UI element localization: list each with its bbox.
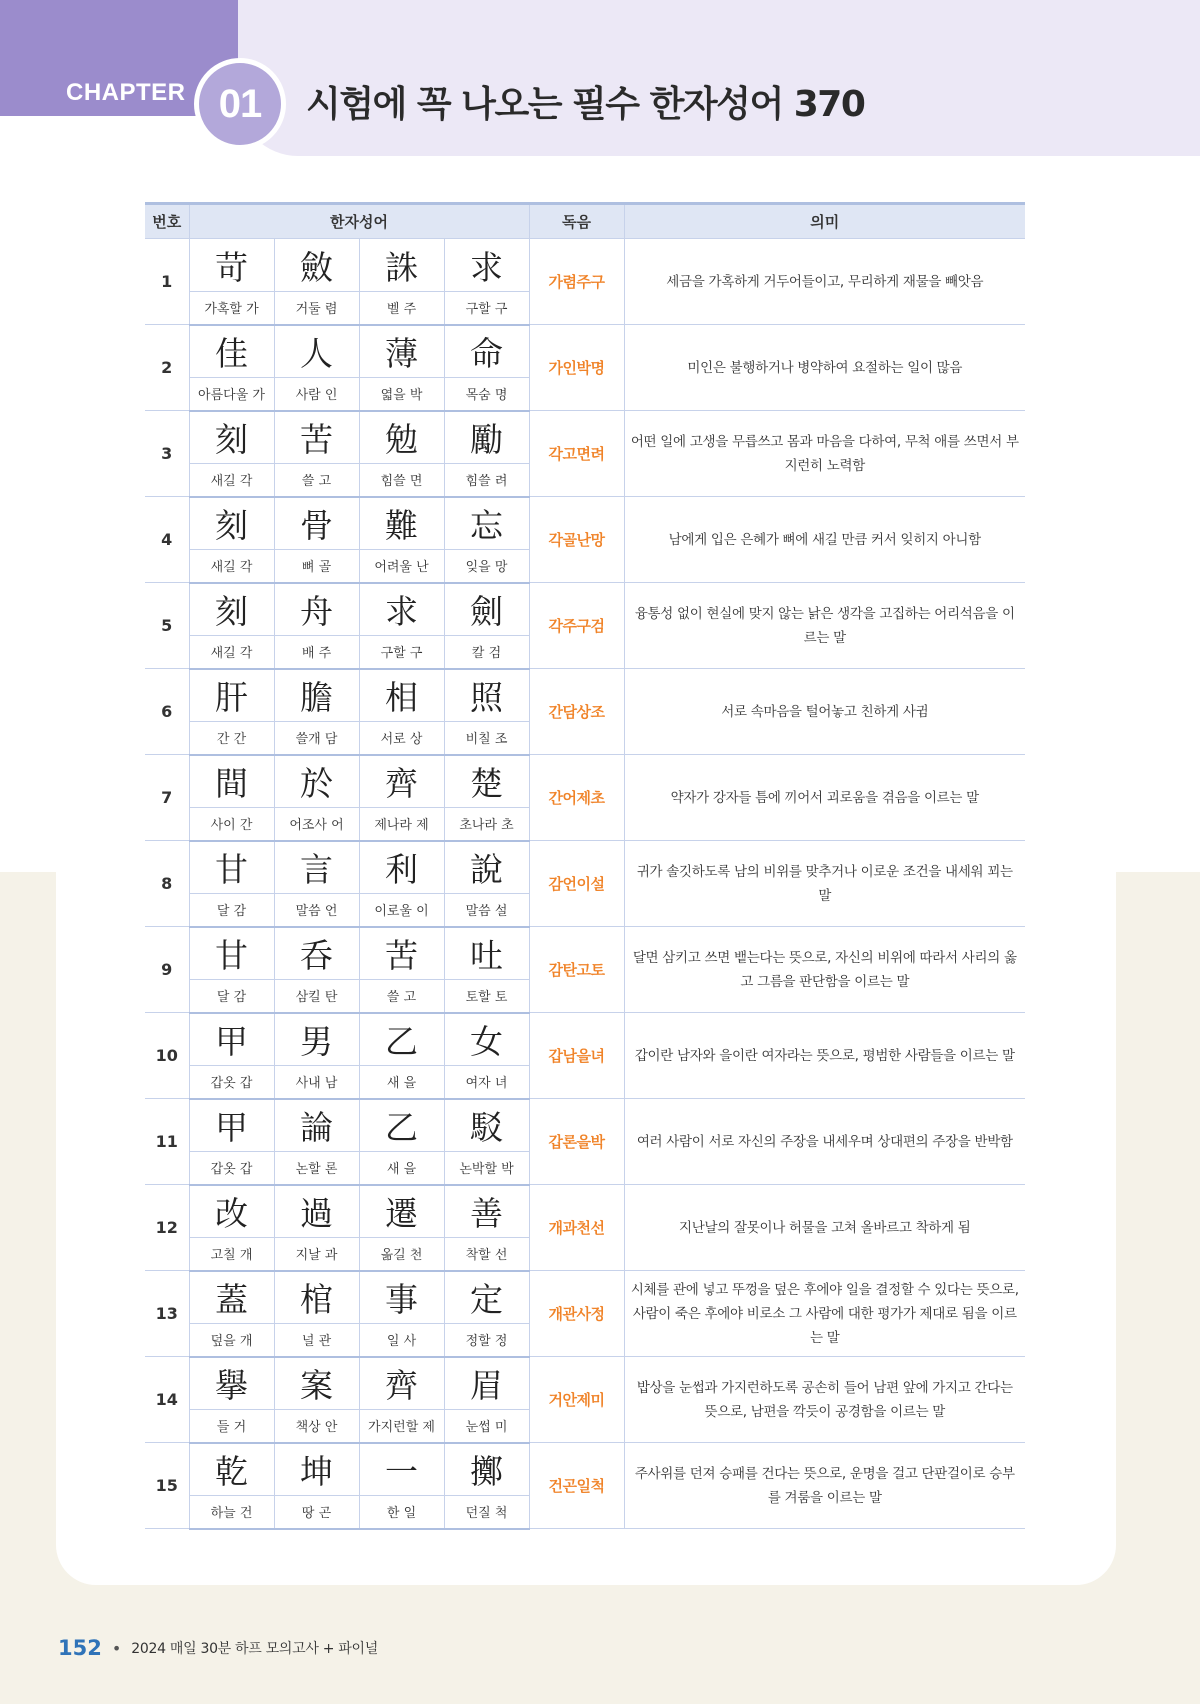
- table-header-row: [145, 204, 1025, 239]
- row-number: 12: [145, 1185, 189, 1271]
- hanja-character: 刻: [189, 411, 274, 464]
- idiom-reading: 거안제미: [529, 1357, 624, 1443]
- hanja-character: 舟: [274, 583, 359, 636]
- idiom-reading: 각주구검: [529, 583, 624, 669]
- hanja-gloss: 어조사 어: [274, 808, 359, 841]
- row-number: 3: [145, 411, 189, 497]
- hanja-gloss: 들 거: [189, 1410, 274, 1443]
- hanja-character: 間: [189, 755, 274, 808]
- hanja-gloss: 새길 각: [189, 464, 274, 497]
- hanja-gloss: 서로 상: [359, 722, 444, 755]
- hanja-character: 照: [444, 669, 529, 722]
- table-row: [145, 841, 1025, 894]
- hanja-gloss: 고칠 개: [189, 1238, 274, 1271]
- idiom-meaning: 미인은 불행하거나 병약하여 요절하는 일이 많음: [624, 325, 1025, 411]
- hanja-character: 利: [359, 841, 444, 894]
- hanja-gloss: 덮을 개: [189, 1324, 274, 1357]
- table-row: [145, 411, 1025, 464]
- hanja-gloss: 벨 주: [359, 292, 444, 325]
- hanja-gloss: 갑옷 갑: [189, 1066, 274, 1099]
- row-number: 8: [145, 841, 189, 927]
- hanja-gloss: 뼈 골: [274, 550, 359, 583]
- hanja-character: 甲: [189, 1013, 274, 1066]
- idiom-meaning: 세금을 가혹하게 거두어들이고, 무리하게 재물을 빼앗음: [624, 239, 1025, 325]
- hanja-character: 甲: [189, 1099, 274, 1152]
- hanja-gloss: 하늘 건: [189, 1496, 274, 1529]
- hanja-character: 人: [274, 325, 359, 378]
- hanja-character: 薄: [359, 325, 444, 378]
- hanja-gloss: 착할 선: [444, 1238, 529, 1271]
- hanja-character: 膽: [274, 669, 359, 722]
- chapter-number: 01: [218, 81, 262, 126]
- hanja-character: 棺: [274, 1271, 359, 1324]
- hanja-gloss: 가혹할 가: [189, 292, 274, 325]
- table-row: [145, 1013, 1025, 1066]
- hanja-gloss: 아름다울 가: [189, 378, 274, 411]
- hanja-gloss: 쓸 고: [359, 980, 444, 1013]
- idiom-meaning: 서로 속마음을 털어놓고 친하게 사귐: [624, 669, 1025, 755]
- hanja-gloss: 제나라 제: [359, 808, 444, 841]
- idiom-meaning: 여러 사람이 서로 자신의 주장을 내세우며 상대편의 주장을 반박함: [624, 1099, 1025, 1185]
- hanja-gloss: 말씀 언: [274, 894, 359, 927]
- hanja-gloss: 어려울 난: [359, 550, 444, 583]
- idiom-reading: 개관사정: [529, 1271, 624, 1357]
- table-row: [145, 497, 1025, 550]
- hanja-gloss: 잊을 망: [444, 550, 529, 583]
- hanja-character: 甘: [189, 841, 274, 894]
- hanja-character: 斂: [274, 239, 359, 292]
- hanja-character: 勉: [359, 411, 444, 464]
- hanja-character: 劍: [444, 583, 529, 636]
- hanja-character: 呑: [274, 927, 359, 980]
- hanja-character: 誅: [359, 239, 444, 292]
- hanja-character: 乾: [189, 1443, 274, 1496]
- idiom-meaning: 융통성 없이 현실에 맞지 않는 낡은 생각을 고집하는 어리석음을 이르는 말: [624, 583, 1025, 669]
- page-number: 152: [58, 1636, 102, 1660]
- idiom-reading: 간어제초: [529, 755, 624, 841]
- row-number: 6: [145, 669, 189, 755]
- hanja-gloss: 목숨 명: [444, 378, 529, 411]
- hanja-gloss: 쓸 고: [274, 464, 359, 497]
- hanja-gloss: 쓸개 담: [274, 722, 359, 755]
- column-header-number: 번호: [145, 204, 189, 239]
- hanja-gloss: 사이 간: [189, 808, 274, 841]
- page-title: 시험에 꼭 나오는 필수 한자성어 370: [306, 84, 865, 125]
- idiom-reading: 갑남을녀: [529, 1013, 624, 1099]
- table-body: [145, 239, 1025, 1529]
- idiom-meaning: 시체를 관에 넣고 뚜껑을 덮은 후에야 일을 결정할 수 있다는 뜻으로, 사람이 죽은 후에야 비로소 그 사람에 대한 평가가 제대로 됨을 이르는 말: [624, 1271, 1025, 1357]
- hanja-character: 難: [359, 497, 444, 550]
- row-number: 15: [145, 1443, 189, 1529]
- hanja-gloss: 배 주: [274, 636, 359, 669]
- idiom-reading: 개과천선: [529, 1185, 624, 1271]
- hanja-gloss: 간 간: [189, 722, 274, 755]
- hanja-character: 肝: [189, 669, 274, 722]
- hanja-gloss: 새길 각: [189, 636, 274, 669]
- idiom-meaning: 달면 삼키고 쓰면 뱉는다는 뜻으로, 자신의 비위에 따라서 사리의 옳고 그름을 판단함을 이르는 말: [624, 927, 1025, 1013]
- hanja-character: 求: [359, 583, 444, 636]
- hanja-character: 乙: [359, 1099, 444, 1152]
- hanja-character: 求: [444, 239, 529, 292]
- row-number: 4: [145, 497, 189, 583]
- idiom-reading: 간담상조: [529, 669, 624, 755]
- hanja-gloss: 지날 과: [274, 1238, 359, 1271]
- hanja-gloss: 사내 남: [274, 1066, 359, 1099]
- hanja-character: 眉: [444, 1357, 529, 1410]
- hanja-gloss: 달 감: [189, 980, 274, 1013]
- hanja-gloss: 땅 곤: [274, 1496, 359, 1529]
- row-number: 2: [145, 325, 189, 411]
- idiom-reading: 건곤일척: [529, 1443, 624, 1529]
- hanja-character: 言: [274, 841, 359, 894]
- hanja-character: 齊: [359, 755, 444, 808]
- table-row: [145, 755, 1025, 808]
- hanja-character: 甘: [189, 927, 274, 980]
- idiom-reading: 각골난망: [529, 497, 624, 583]
- hanja-character: 勵: [444, 411, 529, 464]
- hanja-gloss: 비칠 조: [444, 722, 529, 755]
- hanja-character: 忘: [444, 497, 529, 550]
- hanja-character: 擲: [444, 1443, 529, 1496]
- hanja-character: 乙: [359, 1013, 444, 1066]
- idiom-meaning: 지난날의 잘못이나 허물을 고쳐 올바르고 착하게 됨: [624, 1185, 1025, 1271]
- idiom-meaning: 남에게 입은 은혜가 뼈에 새길 만큼 커서 잊히지 아니함: [624, 497, 1025, 583]
- hanja-character: 擧: [189, 1357, 274, 1410]
- hanja-character: 苦: [359, 927, 444, 980]
- hanja-character: 蓋: [189, 1271, 274, 1324]
- row-number: 13: [145, 1271, 189, 1357]
- hanja-gloss: 널 관: [274, 1324, 359, 1357]
- column-header-idiom: 한자성어: [189, 204, 529, 239]
- hanja-character: 吐: [444, 927, 529, 980]
- table-row: [145, 1271, 1025, 1324]
- hanja-gloss: 구할 구: [444, 292, 529, 325]
- hanja-character: 論: [274, 1099, 359, 1152]
- chapter-label: CHAPTER: [66, 79, 186, 106]
- hanja-character: 齊: [359, 1357, 444, 1410]
- hanja-character: 遷: [359, 1185, 444, 1238]
- idiom-meaning: 갑이란 남자와 을이란 여자라는 뜻으로, 평범한 사람들을 이르는 말: [624, 1013, 1025, 1099]
- idiom-meaning: 주사위를 던져 승패를 건다는 뜻으로, 운명을 걸고 단판걸이로 승부를 겨룸을 이르는 말: [624, 1443, 1025, 1529]
- hanja-gloss: 삼킬 탄: [274, 980, 359, 1013]
- row-number: 5: [145, 583, 189, 669]
- hanja-gloss: 정할 정: [444, 1324, 529, 1357]
- row-number: 11: [145, 1099, 189, 1185]
- hanja-character: 苛: [189, 239, 274, 292]
- hanja-character: 刻: [189, 583, 274, 636]
- row-number: 1: [145, 239, 189, 325]
- hanja-character: 楚: [444, 755, 529, 808]
- hanja-gloss: 말씀 설: [444, 894, 529, 927]
- hanja-character: 過: [274, 1185, 359, 1238]
- hanja-character: 事: [359, 1271, 444, 1324]
- book-title: 2024 매일 30분 하프 모의고사 + 파이널: [131, 1641, 378, 1657]
- idiom-meaning: 밥상을 눈썹과 가지런하도록 공손히 들어 남편 앞에 가지고 간다는 뜻으로, 남편을 깍듯이 공경함을 이르는 말: [624, 1357, 1025, 1443]
- idiom-reading: 가렴주구: [529, 239, 624, 325]
- chapter-number-badge: [194, 58, 286, 150]
- hanja-gloss: 토할 토: [444, 980, 529, 1013]
- hanja-character: 刻: [189, 497, 274, 550]
- hanja-gloss: 논박할 박: [444, 1152, 529, 1185]
- idiom-reading: 각고면려: [529, 411, 624, 497]
- hanja-gloss: 던질 척: [444, 1496, 529, 1529]
- idiom-reading: 감언이설: [529, 841, 624, 927]
- hanja-character: 命: [444, 325, 529, 378]
- table-row: [145, 583, 1025, 636]
- hanja-gloss: 초나라 초: [444, 808, 529, 841]
- hanja-character: 定: [444, 1271, 529, 1324]
- idiom-reading: 감탄고토: [529, 927, 624, 1013]
- row-number: 9: [145, 927, 189, 1013]
- row-number: 10: [145, 1013, 189, 1099]
- column-header-meaning: 의미: [624, 204, 1025, 239]
- hanja-character: 骨: [274, 497, 359, 550]
- hanja-character: 案: [274, 1357, 359, 1410]
- idiom-meaning: 약자가 강자들 틈에 끼어서 괴로움을 겪음을 이르는 말: [624, 755, 1025, 841]
- row-number: 7: [145, 755, 189, 841]
- hanja-gloss: 새 을: [359, 1066, 444, 1099]
- table-row: [145, 239, 1025, 292]
- table-row: [145, 1099, 1025, 1152]
- idiom-table: [145, 202, 1025, 1530]
- hanja-gloss: 달 감: [189, 894, 274, 927]
- hanja-gloss: 새길 각: [189, 550, 274, 583]
- hanja-character: 說: [444, 841, 529, 894]
- table-row: [145, 669, 1025, 722]
- hanja-character: 於: [274, 755, 359, 808]
- hanja-gloss: 일 사: [359, 1324, 444, 1357]
- hanja-gloss: 사람 인: [274, 378, 359, 411]
- table-row: [145, 927, 1025, 980]
- hanja-gloss: 한 일: [359, 1496, 444, 1529]
- hanja-gloss: 이로울 이: [359, 894, 444, 927]
- hanja-character: 一: [359, 1443, 444, 1496]
- hanja-gloss: 가지런할 제: [359, 1410, 444, 1443]
- hanja-gloss: 힘쓸 려: [444, 464, 529, 497]
- hanja-character: 苦: [274, 411, 359, 464]
- hanja-gloss: 눈썹 미: [444, 1410, 529, 1443]
- hanja-gloss: 논할 론: [274, 1152, 359, 1185]
- hanja-character: 相: [359, 669, 444, 722]
- row-number: 14: [145, 1357, 189, 1443]
- hanja-gloss: 구할 구: [359, 636, 444, 669]
- page-footer: [58, 1636, 378, 1660]
- idiom-reading: 갑론을박: [529, 1099, 624, 1185]
- column-header-reading: 독음: [529, 204, 624, 239]
- hanja-gloss: 책상 안: [274, 1410, 359, 1443]
- idiom-meaning: 귀가 솔깃하도록 남의 비위를 맞추거나 이로운 조건을 내세워 꾀는 말: [624, 841, 1025, 927]
- hanja-gloss: 힘쓸 면: [359, 464, 444, 497]
- table-row: [145, 325, 1025, 378]
- hanja-gloss: 거둘 렴: [274, 292, 359, 325]
- hanja-character: 善: [444, 1185, 529, 1238]
- hanja-gloss: 옮길 천: [359, 1238, 444, 1271]
- footer-separator: •: [111, 1638, 122, 1658]
- hanja-character: 坤: [274, 1443, 359, 1496]
- hanja-character: 改: [189, 1185, 274, 1238]
- idiom-reading: 가인박명: [529, 325, 624, 411]
- hanja-gloss: 갑옷 갑: [189, 1152, 274, 1185]
- hanja-character: 女: [444, 1013, 529, 1066]
- table-row: [145, 1185, 1025, 1238]
- hanja-character: 男: [274, 1013, 359, 1066]
- table-row: [145, 1443, 1025, 1496]
- hanja-character: 駁: [444, 1099, 529, 1152]
- table-row: [145, 1357, 1025, 1410]
- idiom-meaning: 어떤 일에 고생을 무릅쓰고 몸과 마음을 다하여, 무척 애를 쓰면서 부지런히 노력함: [624, 411, 1025, 497]
- hanja-gloss: 엷을 박: [359, 378, 444, 411]
- hanja-gloss: 칼 검: [444, 636, 529, 669]
- hanja-character: 佳: [189, 325, 274, 378]
- hanja-gloss: 새 을: [359, 1152, 444, 1185]
- hanja-gloss: 여자 녀: [444, 1066, 529, 1099]
